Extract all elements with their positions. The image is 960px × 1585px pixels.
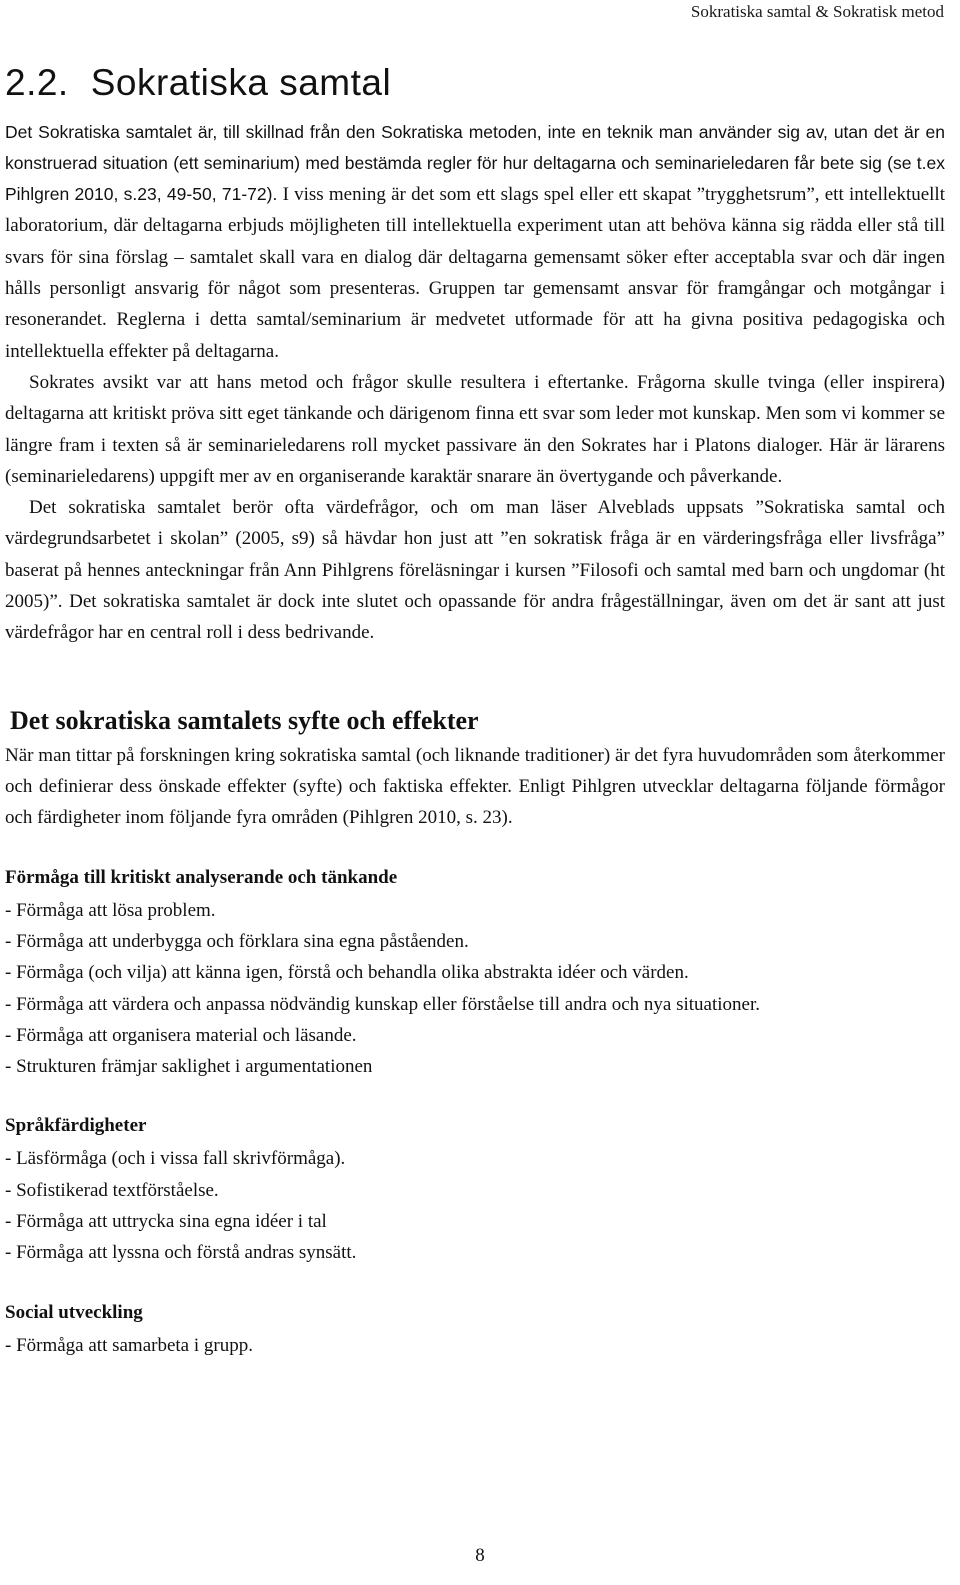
paragraph-intro-first-part: Det Sokratiska samtalet är, till skillnad från den Sokratiska metoden, inte en teknik man använder sig av, utan det är en konstruerad situation (ett seminarium) med bestämda regler för hur deltagarna och seminarieledaren får bete sig (se t.ex Pihlgren 2010, s.23, 49-50, 71-72). <box>5 121 945 205</box>
list-item: - Sofistikerad textförståelse. <box>5 1179 219 1201</box>
list-item: - Förmåga att uttrycka sina egna idéer i tal <box>5 1211 327 1233</box>
subsection-heading: Det sokratiska samtalets syfte och effekter <box>10 705 479 735</box>
ability-list <box>5 1143 945 1268</box>
list-item: - Läsförmåga (och i vissa fall skrivförmåga). <box>5 1148 346 1170</box>
list-item: - Förmåga att samarbeta i grupp. <box>5 1334 253 1356</box>
group-title: Språkfärdigheter <box>5 1115 147 1137</box>
page-number: 8 <box>475 1545 485 1566</box>
paragraph-value-questions: Det sokratiska samtalet berör ofta värdefrågor, och om man läser Alveblads uppsats ”Sokratiska samtal och värdegrundsarbetet i skolan” (2005, s9) så hävdar hon just att ”en sokratisk fråga är en värderingsfråga eller livsfråga” baserat på hennes anteckningar från Ann Pihlgrens föreläsningar i kursen ”Filosofi och samtal med barn och ungdomar (ht 2005)”. Det sokratiska samtalet är dock inte slutet och opassande för andra frågeställningar, även om det är sant att just värdefrågor har en central roll i dess bedrivande. <box>5 497 945 644</box>
list-item: - Strukturen främjar saklighet i argumentationen <box>5 1056 373 1078</box>
paragraph-sokrates: Sokrates avsikt var att hans metod och frågor skulle resultera i eftertanke. Frågorna skulle tvinga (eller inspirera) deltagarna att kritiskt pröva sitt eget tänkande och därigenom finna ett svar som leder mot kunskap. Men som vi kommer se längre fram i texten så är seminarieledarens roll mycket passivare än den Sokrates har i Platons dialoger. Här är lärarens (seminarieledarens) uppgift mer av en organiserande karaktär snarare än övertygande och påverkande. <box>5 371 945 487</box>
ability-group <box>5 1297 945 1361</box>
subsection-intro: När man tittar på forskningen kring sokratiska samtal (och liknande traditioner) är det fyra huvudområden som återkommer och definierar dess önskade effekter (syfte) och faktiska effekter. Enligt Pihlgren utvecklar deltagarna följande förmågor och färdigheter inom följande fyra områden (Pihlgren 2010, s. 23). <box>5 744 945 829</box>
ability-list <box>5 895 945 1083</box>
list-item: - Förmåga att lösa problem. <box>5 899 216 921</box>
group-title: Social utveckling <box>5 1301 143 1323</box>
list-item: - Förmåga att värdera och anpassa nödvändig kunskap eller förståelse till andra och nya situationer. <box>5 993 760 1015</box>
paragraph-intro-second-part: I viss mening är det som ett slags spel eller ett skapat ”trygghetsrum”, ett intellektuellt laboratorium, där deltagarna erbjuds möjligheten till intellektuella experiment utan att behöva känna sig rädda eller stå till svars för sina förslag – samtalet skall vara en dialog där deltagarna gemensamt söker efter acceptabla svar och där ingen hålls personligt ansvarig för något som presenteras. Gruppen tar gemensamt ansvar för framgångar och motgångar i resonerandet. Reglerna i detta samtal/seminarium är medvetet utformade för att ha givna positiva pedagogiska och intellektuella effekter på deltagarna. <box>5 184 945 362</box>
paragraph-intro <box>5 117 945 367</box>
ability-list <box>5 1330 945 1361</box>
list-item: - Förmåga att underbygga och förklara sina egna påståenden. <box>5 930 469 952</box>
list-item: - Förmåga (och vilja) att känna igen, förstå och behandla olika abstrakta idéer och värden. <box>5 962 689 984</box>
list-item: - Förmåga att lyssna och förstå andras synsätt. <box>5 1242 357 1264</box>
running-header: Sokratiska samtal & Sokratisk metod <box>690 2 944 21</box>
list-item: - Förmåga att organisera material och läsande. <box>5 1024 357 1046</box>
ability-group <box>5 1110 945 1268</box>
document-body <box>5 62 945 1361</box>
section-title: Sokratiska samtal <box>90 62 392 103</box>
section-heading <box>5 62 945 105</box>
section-number: 2.2. <box>5 62 69 103</box>
group-title: Förmåga till kritiskt analyserande och tänkande <box>5 866 398 888</box>
ability-group <box>5 862 945 1083</box>
